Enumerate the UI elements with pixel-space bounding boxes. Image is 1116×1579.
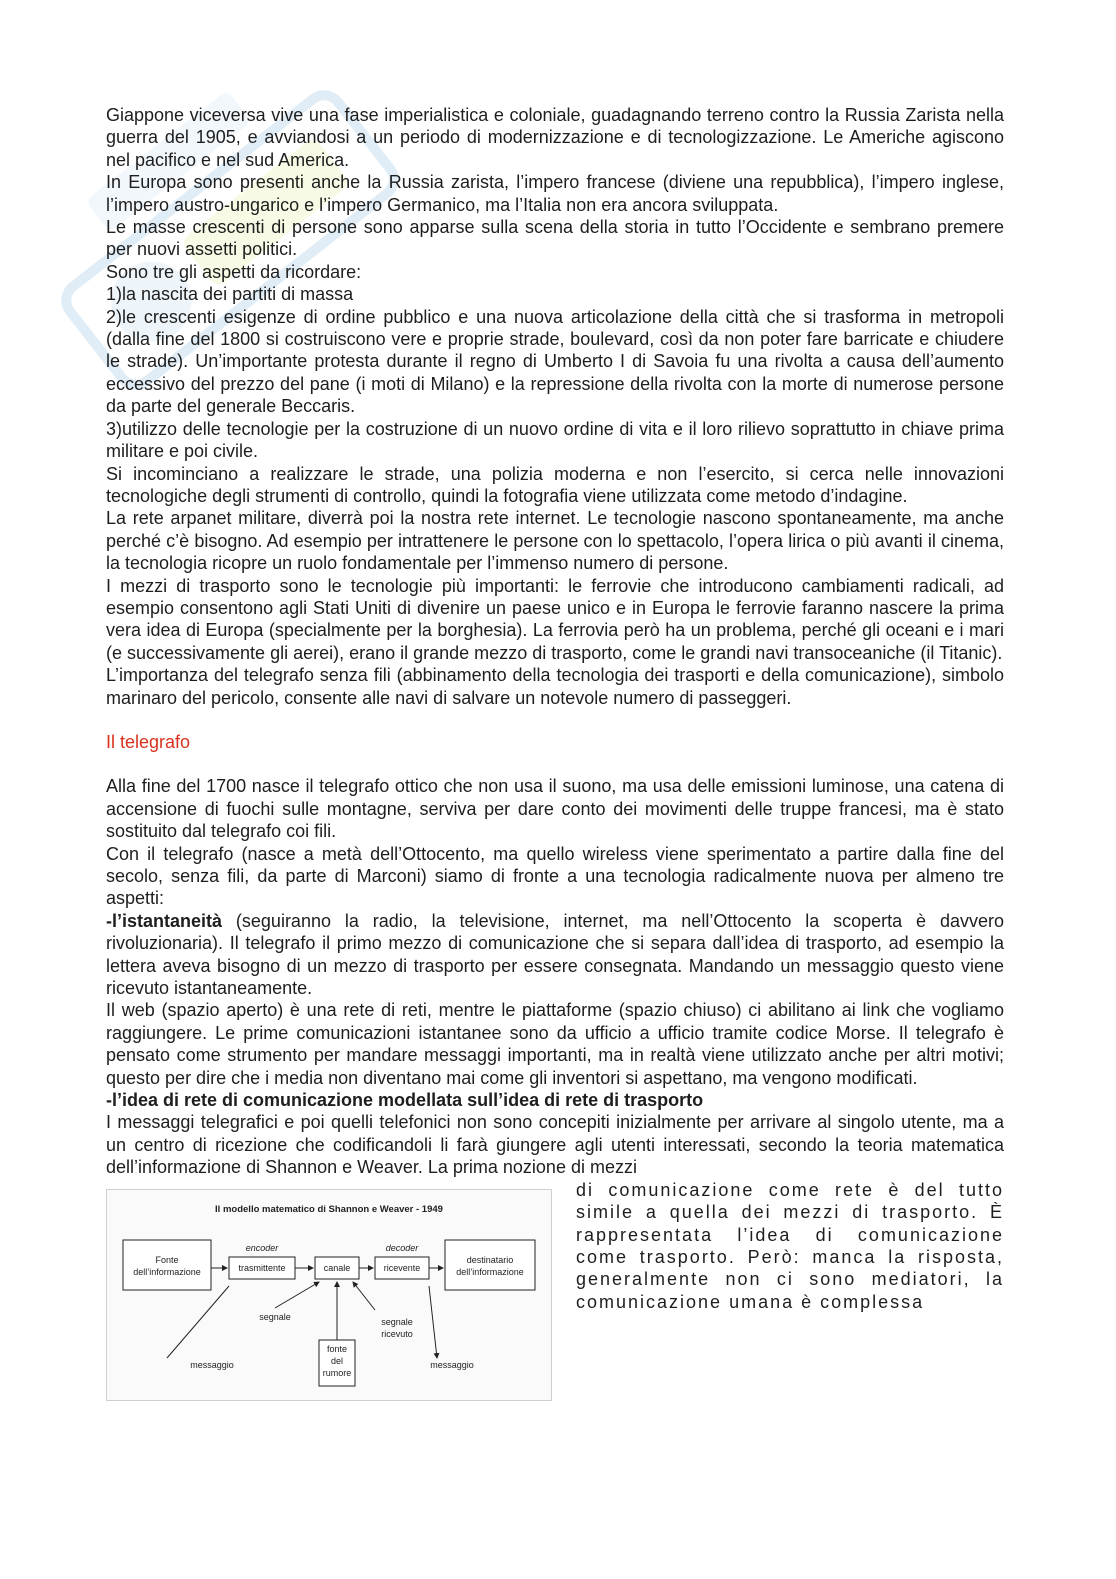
section-heading: Il telegrafo	[106, 731, 191, 752]
noise-label-3: rumore	[322, 1367, 352, 1378]
list-item: 3)utilizzo delle tecnologie per la costruzione di un nuovo ordine di vita e il loro rilievo soprattutto in chiave prima militare e poi civile.	[106, 418, 1004, 462]
section-paragraphs	[106, 775, 1004, 1178]
shannon-weaver-diagram	[106, 1189, 552, 1401]
source-label-2: dell’informazione	[133, 1266, 201, 1277]
message-left-line	[167, 1286, 229, 1358]
paragraph: Le masse crescenti di persone sono apparse sulla scena della storia in tutto l’Occidente e sembrano premere per nuovi assetti politici.	[106, 217, 1004, 260]
figure-container	[106, 1189, 552, 1421]
message-right-line	[429, 1286, 437, 1358]
signal-label: segnale	[259, 1311, 291, 1322]
destination-box	[445, 1240, 535, 1290]
paragraph: La rete arpanet militare, diverrà poi la nostra rete internet. Le tecnologie nascono spontaneamente, ma anche perché c’è bisogno. Ad esempio per intrattenere le persone con lo spettacolo, l’opera lirica o più avanti il cinema, la tecnologia ricopre un ruolo fondamentale per l’immenso numero di persone.	[106, 508, 1004, 574]
destination-label-1: destinatario	[466, 1254, 514, 1265]
list-item: 2)le crescenti esigenze di ordine pubblico e una nuova articolazione della città che si trasforma in metropoli (dalla fine del 1800 si costruiscono vere e proprie strade, boulevard, così da non poter fare barricate e chiudere le strade). Un’importante protesta durante il regno di Umberto I di Savoia fu una rivolta a causa dell’aumento eccessivo del prezzo del pane (i moti di Milano) e la repressione della rivolta con la morte di numerose persone da parte del generale Beccaris.	[106, 306, 1004, 417]
intro-paragraphs	[106, 104, 1004, 709]
noise-label-2: del	[330, 1355, 344, 1366]
channel-label: canale	[323, 1262, 351, 1273]
source-box	[123, 1240, 211, 1290]
received-signal-label-1: segnale	[381, 1316, 413, 1327]
paragraph: Alla fine del 1700 nasce il telegrafo ottico che non usa il suono, ma usa delle emissioni luminose, una catena di accensione di fuochi sulle montagne, serviva per dare conto dei movimenti delle truppe francesi, ma è stato sostituito dal telegrafo coi fili.	[106, 776, 1004, 842]
paragraph-text: (seguiranno la radio, la televisione, internet, ma nell’Ottocento la scoperta è davvero rivoluzionaria). Il telegrafo il primo mezzo di comunicazione che si separa dall’idea di trasporto, ad esempio la lettera aveva bisogno di un mezzo di trasporto per essere consegnata. Mandando un messaggio questo viene ricevuto istantaneamente.	[106, 910, 1004, 999]
noise-label-1: fonte	[326, 1343, 348, 1354]
subheading: -l’idea di rete di comunicazione modellata sull’idea di rete di trasporto	[106, 1090, 704, 1111]
transmitter-label: trasmittente	[238, 1262, 286, 1273]
bold-term: -l’istantaneità	[106, 910, 223, 931]
received-signal-label-2: ricevuto	[381, 1328, 413, 1339]
destination-label-2: dell’informazione	[456, 1266, 524, 1277]
document-page	[106, 104, 1004, 1425]
paragraph: Sono tre gli aspetti da ricordare:	[106, 261, 362, 282]
decoder-label: decoder	[385, 1242, 419, 1253]
diagram-title: Il modello matematico di Shannon e Weaver - 1949	[215, 1203, 443, 1215]
received-signal-arrow	[353, 1282, 375, 1310]
paragraph: Si incominciano a realizzare le strade, una polizia moderna e non l’esercito, si cerca nelle innovazioni tecnologiche degli strumenti di controllo, quindi la fotografia viene utilizzata come metodo d’indagine.	[106, 463, 1004, 506]
paragraph: Giappone viceversa vive una fase imperialistica e coloniale, guadagnando terreno contro la Russia Zarista nella guerra del 1905, e avviandosi a un periodo di modernizzazione e di tecnologizzazione. Le Americhe agiscono nel pacifico e nel sud America.	[106, 105, 1004, 170]
encoder-label: encoder	[245, 1242, 279, 1253]
paragraph: I messaggi telegrafici e poi quelli telefonici non sono concepiti inizialmente per arrivare al singolo utente, ma a un centro di ricezione che codificandoli li farà giungere agli utenti interessati, secondo la teoria matematica dell’informazione di Shannon e Weaver. La prima nozione di mezzi	[106, 1112, 1004, 1178]
message-left-label: messaggio	[190, 1359, 234, 1370]
source-label-1: Fonte	[155, 1254, 179, 1265]
signal-arrow	[275, 1282, 319, 1308]
paragraph: In Europa sono presenti anche la Russia zarista, l’impero francese (diviene una repubblica), l’impero inglese, l’impero austro-ungarico e l’impero Germanico, ma l’Italia non era ancora sviluppata.	[106, 172, 1004, 215]
paragraph-istantaneita	[106, 910, 1004, 1000]
receiver-label: ricevente	[383, 1262, 421, 1273]
paragraph: Il web (spazio aperto) è una rete di reti, mentre le piattaforme (spazio chiuso) ci abilitano ai link che vogliamo raggiungere. Le prime comunicazioni istantanee sono da ufficio a ufficio tramite codice Morse. Il telegrafo è pensato come strumento per mandare messaggi importanti, ma in realtà viene utilizzato anche per altri motivi; questo per dire che i media non diventano mai come gli inventori si aspettano, ma vengono modificati.	[106, 1000, 1004, 1088]
paragraph: L’importanza del telegrafo senza fili (abbinamento della tecnologia dei trasporti e della comunicazione), simbolo marinaro del pericolo, consente alle navi di salvare un notevole numero di passeggeri.	[106, 665, 1004, 708]
paragraph: Con il telegrafo (nasce a metà dell’Ottocento, ma quello wireless viene sperimentato a partire dalla fine del secolo, senza fili, da parte di Marconi) siamo di fronte a una tecnologia radicalmente nuova per almeno tre aspetti:	[106, 843, 1004, 909]
list-item: 1)la nascita dei partiti di massa	[106, 284, 354, 305]
message-right-label: messaggio	[430, 1359, 474, 1370]
paragraph-wrapped: di comunicazione come rete è del tutto simile a quella dei mezzi di trasporto. È rappresentata l’idea di comunicazione come trasporto. Però: manca la risposta, generalmente non ci sono mediatori, la comunicazione umana è complessa	[576, 1179, 1004, 1312]
paragraph: I mezzi di trasporto sono le tecnologie più importanti: le ferrovie che introducono cambiamenti radicali, ad esempio consentono agli Stati Uniti di divenire un paese unico e in Europa le ferrovie faranno nascere la prima vera idea di Europa (specialmente per la borghesia). La ferrovia però ha un problema, perché gli oceani e i mari (e successivamente gli aerei), erano il grande mezzo di trasporto, come le grandi navi transoceaniche (il Titanic).	[106, 575, 1004, 663]
